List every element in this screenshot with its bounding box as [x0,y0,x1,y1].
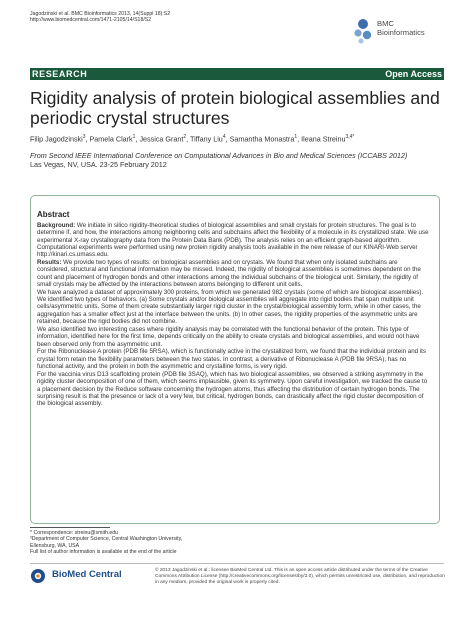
bmc-bioinformatics-logo [352,16,448,50]
biomed-central-logo [30,568,130,584]
conference-source [30,151,444,169]
footer-divider [30,563,444,564]
abstract-heading: Abstract [37,210,70,219]
footnote-separator [30,527,110,528]
author-affiliation-marker: 4 [222,134,226,140]
citation-block [30,11,170,24]
author-affiliation-marker: 2 [183,134,187,140]
biomed-central-text: BioMed Central [52,569,122,580]
license-text: © 2013 Jagodzinski et al.; licensee BioMed Central Ltd. This is an open access article distributed under the terms of the Creative Commons Attribution License (http://creativecommons.org/licenses/by/2.0), which permits unrestricted use, distribution, and reproduction in any medium, provided the original work is properly cited. [155,568,445,585]
results-text: We provide two types of results: on biological assemblies and on crystals. We found that when only isolated subchains are considered, structural and functional information may be missed. Indeed, the rigidity of biological assemblies is sometimes dependent on the count and placement of hydrogen bonds and other interactions among the individual subchains of the biological unit. Similarly, the rigidity of small crystals may be affected by the interactions between atoms belonging to different unit cells. [37,259,421,288]
author-affiliation-marker: 1 [132,134,136,140]
author-name: Samantha Monastra [229,134,295,144]
affiliation-location: Ellensburg, WA, USA [30,542,80,549]
logo-text-journal: Bioinformatics [377,28,425,37]
open-access-label: Open Access [385,69,442,79]
affiliation-line: ³Department of Computer Science, Central Washington University, [30,536,183,543]
author-name: Tiffany Liu [190,134,223,144]
abstract-body [37,222,431,408]
abstract-paragraph: We have analyzed a dataset of approximately 300 proteins, from which we generated 982 crystals (some of which are biological assemblies). We identified two types of behaviors. (a) Some crystals and/or biological assemblies will aggregate into rigid bodies that span multiple unit cells/asymmetric units. Some of them create substantially larger rigid cluster in the crystal/biological assembly form, while in other cases, the aggregation has a smaller effect just at the interface between the units. (b) In other cases, the rigidity properties of the asymmetric units are retained, because the rigid bodies did not combine. [37,288,424,326]
abstract-paragraph: For the Ribonuclease A protein (PDB file 5RSA), which is functionally active in the crystallized form, we found that the individual protein and its crystal form retain the flexibility parameters between the two states. In contrast, a derivative of Ribonuclease A (PDB file 9RSA), has no functional activity, and the protein in both the asymmetric and crystalline forms, is very rigid. [37,348,426,371]
logo-text-bmc: BMC [377,19,394,28]
author-name: Pamela Clark [89,134,133,144]
source-location: Las Vegas, NV, USA. 23-25 February 2012 [30,160,167,169]
biomed-central-logo-icon [30,568,48,584]
author-affiliation-marker: 3 [82,134,86,140]
author-affiliation-marker: 1 [294,134,298,140]
correspondence-line: * Correspondence: streinu@smith.edu [30,530,119,536]
author-list: Filip Jagodzinski$^3$, Pamela Clark$^1$, Jessica Grant$^2$, Tiffany Liu$^4$, Samantha Monastra$^1$, Ileana Streinu$^{3,4*}$ [30,134,355,144]
background-text: We initiate in silico rigidity-theoretical studies of biological assemblies and small crystals for protein structures. The goal is to determine if, and how, the interactions among neighboring cells and subchains affect the flexibility of a molecule in its crystallized state. We use experimental X-ray crystallography data from the Protein Data Bank (PDB). The analysis relies on an efficient graph-based algorithm. Computational experiments were performed using new protein rigidity analysis tools available in the new release of our KINARI-Web server http://kinari.cs.umass.edu. [37,222,429,259]
author-info-note: Full list of author information is available at the end of the article [30,549,177,556]
citation-line: Jagodzinski et al. BMC Bioinformatics 2013, 14(Suppl 18):S2 [30,11,171,17]
author-name: Filip Jagodzinski [30,134,83,144]
source-line: From Second IEEE International Conference on Computational Advances in Bio and Medical Sciences (ICCABS 2012) [30,151,408,160]
abstract-paragraph: For the vaccinia virus D13 scaffolding protein (PDB file 3SAQ), which has two biological assemblies, we observed a striking asymmetry in the rigidity cluster decomposition of one of them, which seems implausible, given its symmetry. Upon careful investigation, we tracked the cause to a placement decision by the Reduce software concerning the hydrogen atoms, thus affecting the distribution of certain hydrogen bonds. The surprising result is that the presence or lack of a very few, but critical, hydrogen bonds, can drastically affect the rigid cluster decomposition of the biological assembly. [37,370,428,408]
author-name: Jessica Grant [139,134,184,144]
author-affiliation-marker: 3,4* [345,134,355,140]
background-label: Background: [37,222,76,229]
footnotes [30,530,182,556]
abstract-paragraph: We also identified two interesting cases where rigidity analysis may be correlated with the functional behavior of the protein. This type of information, identified here for the first time, depends critically on the ability to create crystals and biological assemblies, and would not have been observed only from the asymmetric unit. [37,325,420,348]
article-title: Rigidity analysis of protein biological assemblies and periodic crystal structures [30,88,440,128]
author-name: Ileana Streinu [301,134,346,144]
bmc-logo-icon [352,16,374,46]
citation-url: http://www.biomedcentral.com/1471-2105/14/S18/S2 [30,17,152,24]
results-label: Results: [37,259,62,267]
article-type-bar [30,68,444,80]
article-type-label: RESEARCH [32,69,88,79]
